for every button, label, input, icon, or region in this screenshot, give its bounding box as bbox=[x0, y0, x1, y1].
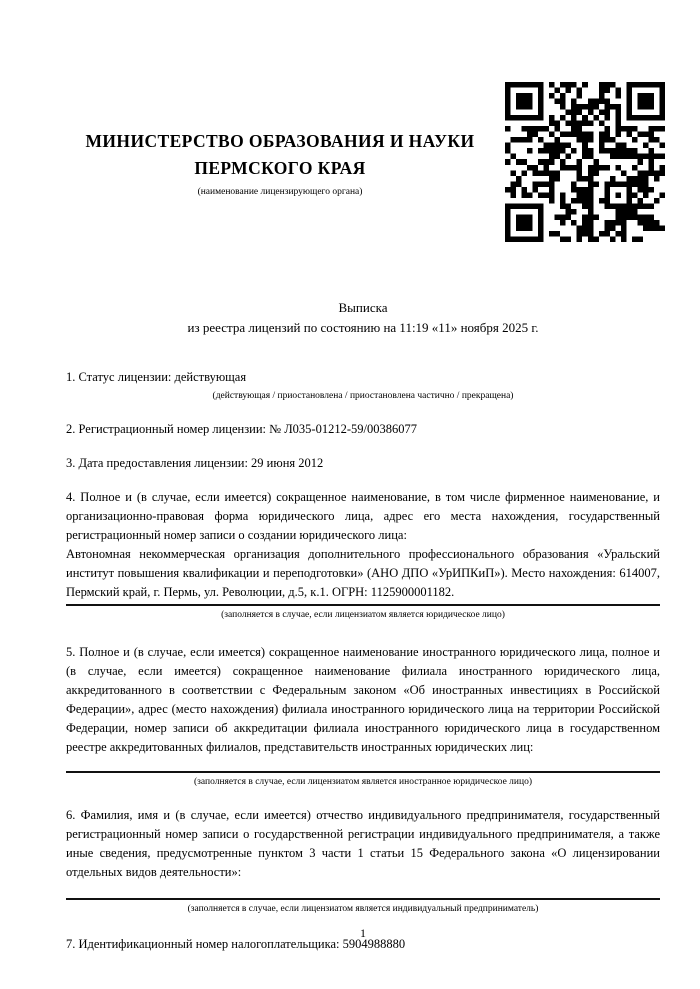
taxpayer-number-text: 7. Идентификационный номер налогоплательщика: 5904988880 bbox=[66, 937, 406, 951]
individual-entrepreneur-label: 6. Фамилия, имя и (в случае, если имеется) отчество индивидуального предпринимателя, государственный регистрационный номер записи о государственной регистрации индивидуального предпринимателя, а также иные сведения, предусмотренные пунктом 3 части 1 статьи 15 Федерального закона «О лицензировании отдельных видов деятельности»: bbox=[66, 808, 660, 879]
legal-entity-note: (заполняется в случае, если лицензиатом является юридическое лицо) bbox=[221, 610, 505, 620]
ministry-header bbox=[70, 128, 490, 198]
item-individual-entrepreneur bbox=[66, 806, 660, 915]
individual-entrepreneur-note: (заполняется в случае, если лицензиатом является индивидуальный предприниматель) bbox=[187, 904, 539, 914]
legal-entity-value: Автономная некоммерческая организация дополнительного профессионального образования «Уральский институт повышения квалификации и переподготовки» (АНО ДПО «УрИПКиП»). Место нахождения: 614007, Пермский край, г. Пермь, ул. Революции, д.5, к.1. ОГРН: 1125900001182. bbox=[66, 545, 660, 606]
page-number: 1 bbox=[360, 926, 366, 940]
foreign-entity-blank-line bbox=[66, 771, 660, 773]
item-grant-date bbox=[66, 454, 660, 473]
license-status-text: 1. Статус лицензии: действующая bbox=[66, 370, 247, 384]
ministry-name-line2: ПЕРМСКОГО КРАЯ bbox=[194, 158, 366, 178]
document-title bbox=[66, 298, 660, 338]
document-title-line1: Выписка bbox=[338, 300, 388, 315]
qr-code-icon bbox=[505, 82, 665, 242]
document-body bbox=[66, 298, 660, 954]
ministry-subtitle: (наименование лицензирующего органа) bbox=[197, 187, 363, 197]
item-license-status bbox=[66, 368, 660, 402]
document-title-line2: из реестра лицензий по состоянию на 11:19 «11» ноября 2025 г. bbox=[187, 320, 539, 335]
item-legal-entity bbox=[66, 488, 660, 621]
foreign-entity-label: 5. Полное и (в случае, если имеется) сокращенное наименование иностранного юридического лица, полное и (в случае, если имеется) сокращенное наименование филиала иностранного юридического лица, аккредитованного в соответствии с Федеральным законом «Об иностранных инвестициях в Российской Федерации», адрес (место нахождения) филиала иностранного юридического лица на территории Российской Федерации, номер записи об аккредитации филиала иностранного юридического лица в государственном реестре аккредитованных филиалов, представительств иностранных юридических лиц: bbox=[66, 645, 660, 754]
individual-entrepreneur-blank-line bbox=[66, 898, 660, 900]
ministry-name-line1: МИНИСТЕРСТВО ОБРАЗОВАНИЯ И НАУКИ bbox=[85, 131, 475, 151]
license-status-note: (действующая / приостановлена / приостановлена частично / прекращена) bbox=[212, 391, 514, 401]
foreign-entity-note: (заполняется в случае, если лицензиатом является иностранное юридическое лицо) bbox=[194, 777, 532, 787]
legal-entity-label: 4. Полное и (в случае, если имеется) сокращенное наименование, в том числе фирменное наименование, и организационно-правовая форма юридического лица, адрес его места нахождения, государственный регистрационный номер записи о создании юридического лица: bbox=[66, 490, 660, 542]
item-foreign-entity bbox=[66, 643, 660, 788]
grant-date-text: 3. Дата предоставления лицензии: 29 июня 2012 bbox=[66, 456, 324, 470]
item-registration-number bbox=[66, 420, 660, 439]
registration-number-text: 2. Регистрационный номер лицензии: № Л035-01212-59/00386077 bbox=[66, 422, 417, 436]
